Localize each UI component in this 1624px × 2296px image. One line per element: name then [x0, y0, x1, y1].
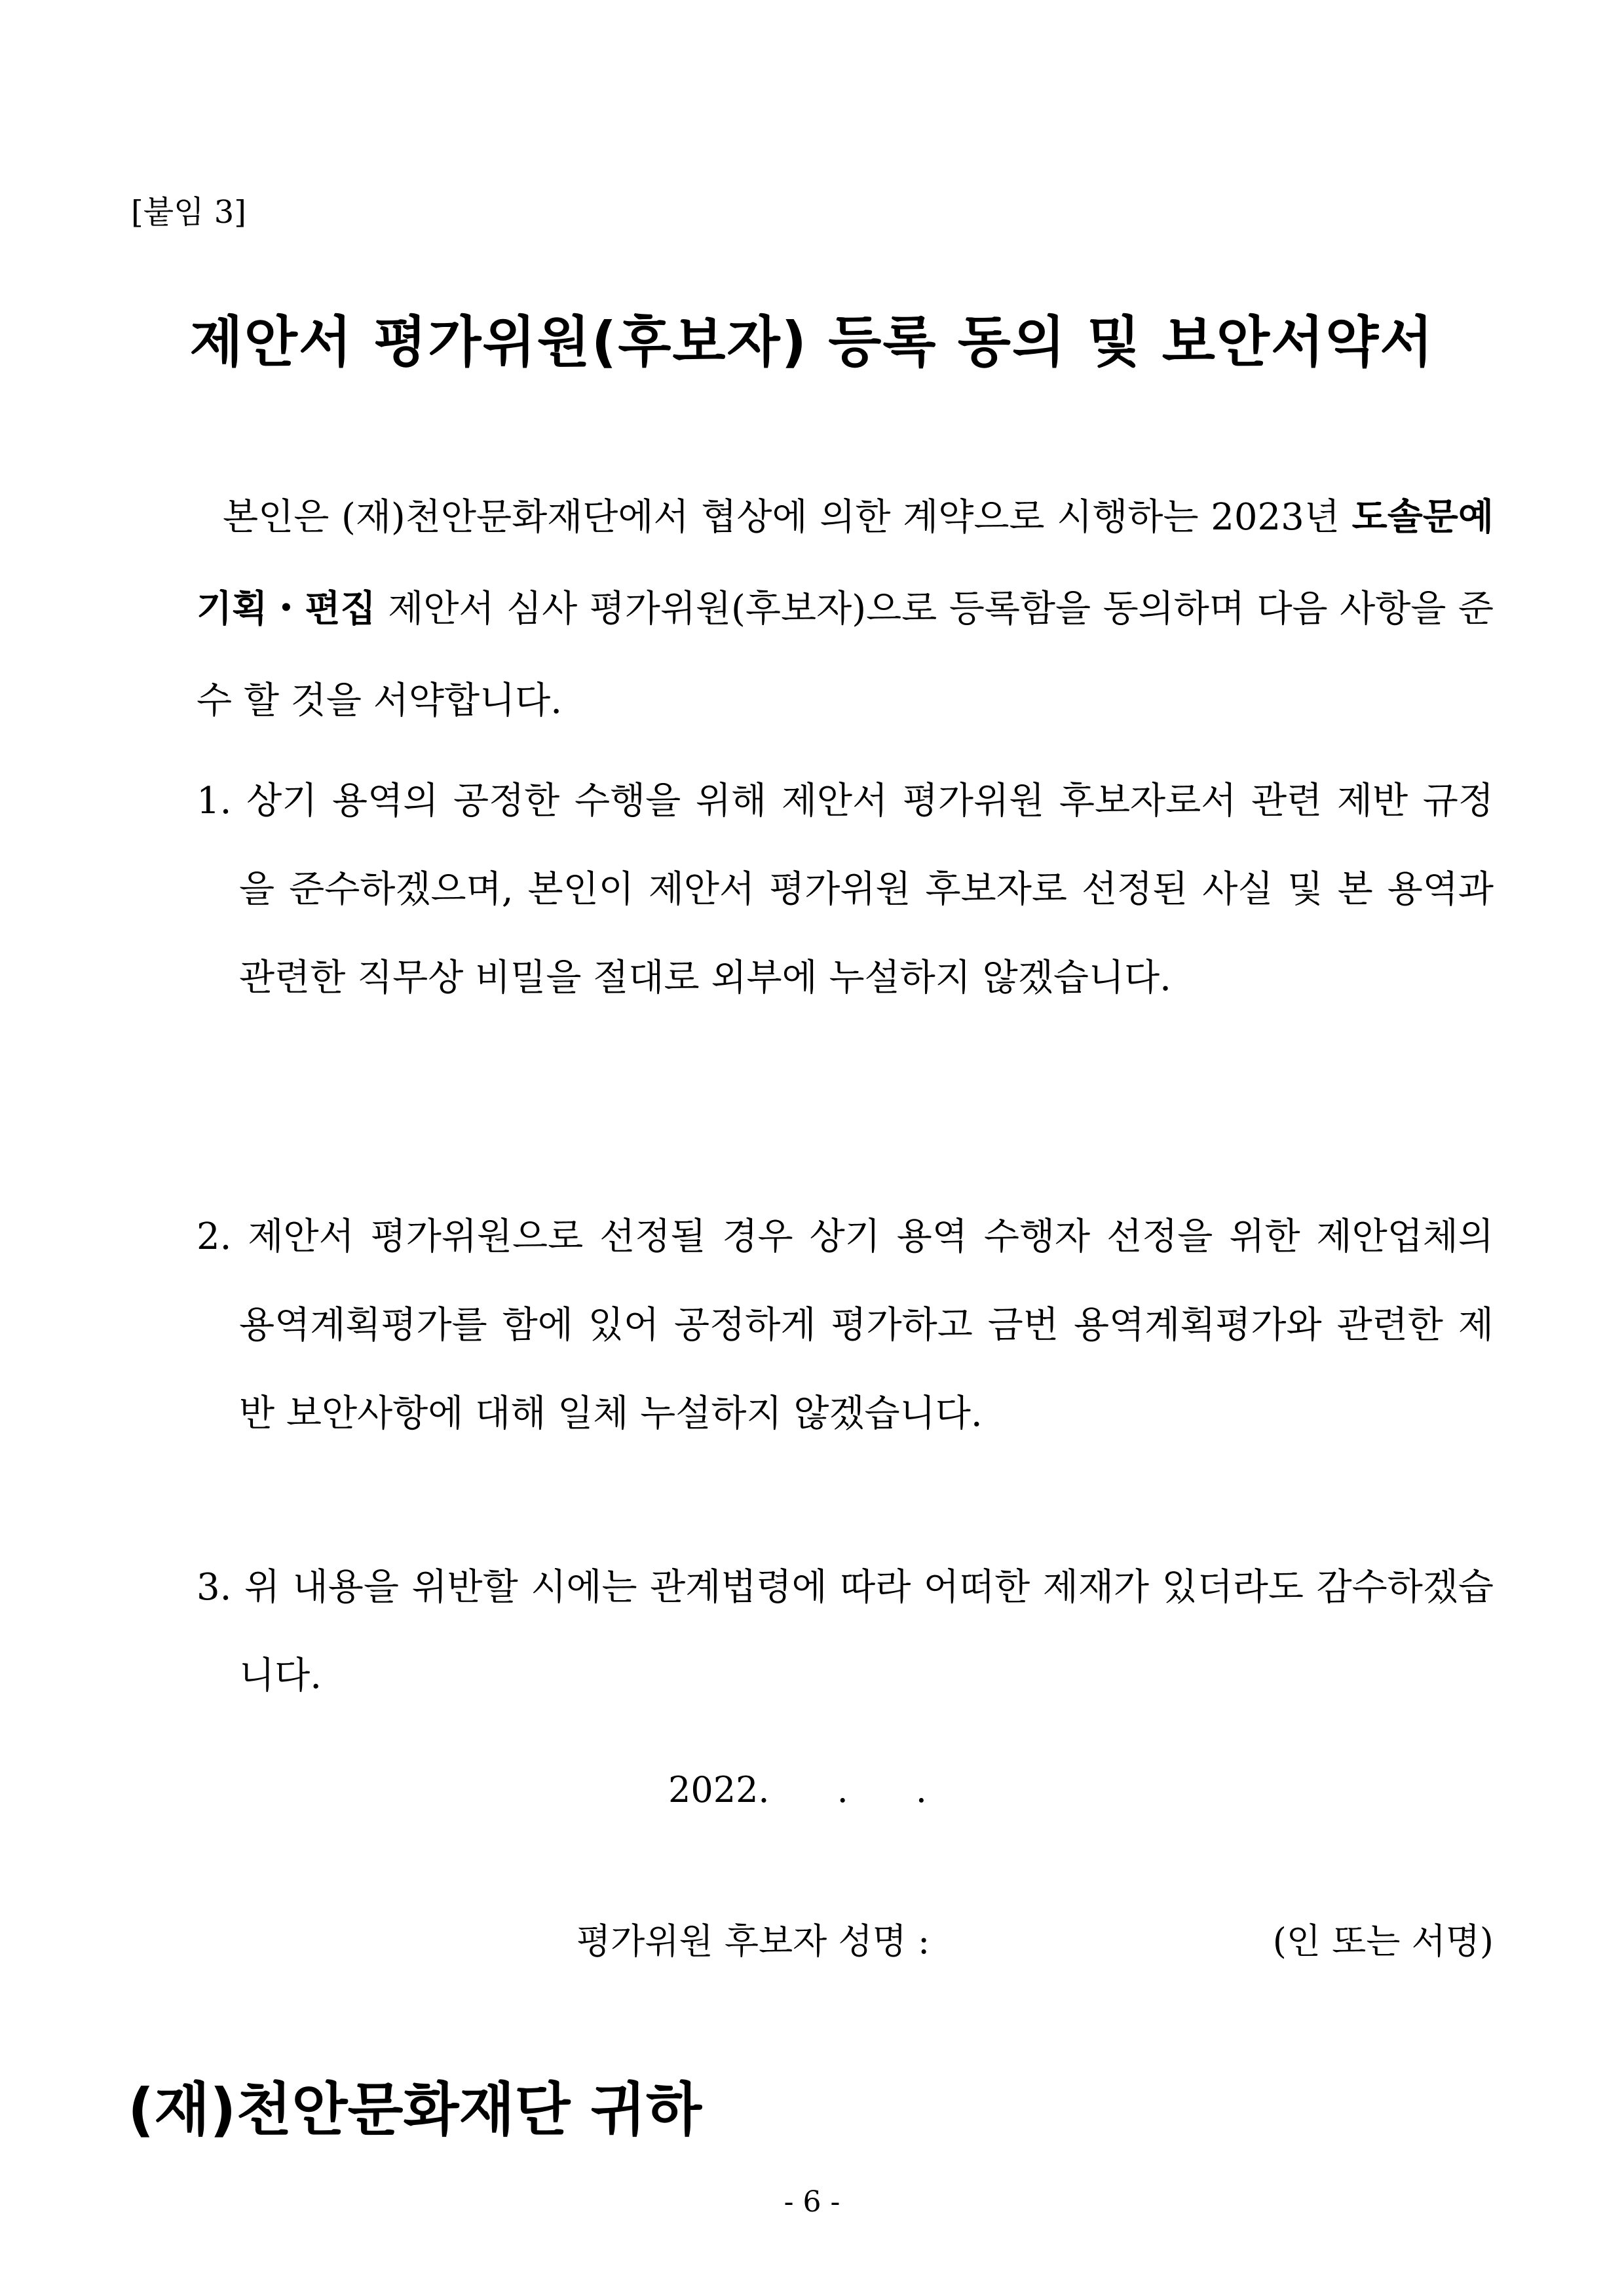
pledge-item-3: 3. 위 내용을 위반할 시에는 관계법령에 따라 어떠한 제재가 있더라도 감수하겠습니다.: [197, 1566, 1494, 1697]
recipient: (재)천안문화재단 귀하: [128, 2076, 702, 2143]
signature-line: [576, 1913, 1494, 1964]
date-line: 2022. . .: [668, 1769, 927, 1810]
project-name: 도솔문예 기획・편집: [197, 496, 1494, 630]
seal-or-signature: (인 또는 서명): [1272, 1921, 1494, 1962]
intro-text-1: 본인은 (재)천안문화재단에서 협상에 의한 계약으로 시행하는 2023년: [223, 496, 1352, 539]
signature-label: 평가위원 후보자 성명 :: [576, 1921, 930, 1962]
page-number: - 6 -: [784, 2185, 840, 2219]
document-title: 제안서 평가위원(후보자) 등록 동의 및 보안서약서: [189, 310, 1435, 374]
intro-paragraph: [197, 472, 1494, 747]
pledge-item-2: 2. 제안서 평가위원으로 선정될 경우 상기 용역 수행자 선정을 위한 제안업체의 용역계획평가를 함에 있어 공정하게 평가하고 금번 용역계획평가와 관련한 제반 보안사항에 대해 일체 누설하지 않겠습니다.: [197, 1215, 1494, 1435]
attachment-label: [붙임 3]: [131, 194, 246, 231]
pledge-item-1: 1. 상기 용역의 공정한 수행을 위해 제안서 평가위원 후보자로서 관련 제반 규정을 준수하겠으며, 본인이 제안서 평가위원 후보자로 선정된 사실 및 본 용역과 관련한 직무상 비밀을 절대로 외부에 누설하지 않겠습니다.: [197, 780, 1494, 999]
intro-text-2: 제안서 심사 평가위원(후보자)으로 등록함을 동의하며 다음 사항을 준수 할 것을 서약합니다.: [197, 588, 1494, 722]
